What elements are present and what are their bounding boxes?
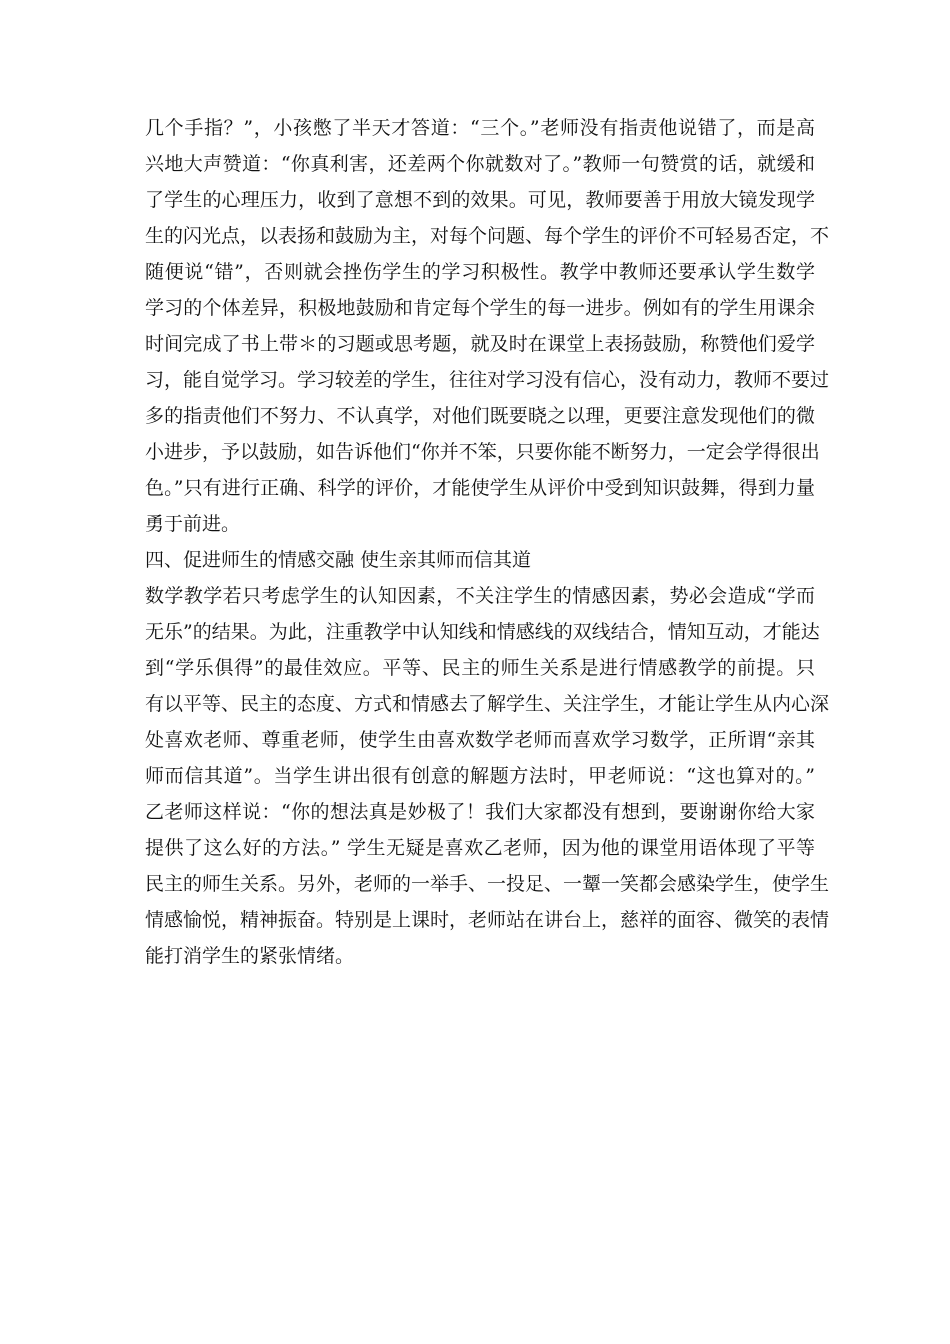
text-line: 小进步，予以鼓励，如告诉他们“你并不笨，只要你能不断努力，一定会学得很出	[145, 441, 820, 463]
text-line: 处喜欢老师、尊重老师，使学生由喜欢数学老师而喜欢学习数学，正所谓“亲其	[145, 729, 815, 751]
text-line: 多的指责他们不努力、不认真学，对他们既要晓之以理，更要注意发现他们的微	[145, 405, 815, 427]
paragraph-evaluation	[145, 110, 830, 542]
text-line: 无乐”的结果。为此，注重教学中认知线和情感线的双线结合，情知互动，才能达	[145, 621, 820, 643]
document-body	[145, 110, 830, 974]
text-line: 色。”只有进行正确、科学的评价，才能使学生从评价中受到知识鼓舞，得到力量	[145, 477, 815, 499]
text-line: 时间完成了书上带＊的习题或思考题，就及时在课堂上表扬鼓励，称赞他们爱学	[145, 333, 815, 355]
text-line: 学习的个体差异，积极地鼓励和肯定每个学生的每一进步。例如有的学生用课余	[145, 297, 815, 319]
text-line: 民主的师生关系。另外，老师的一举手、一投足、一颦一笑都会感染学生，使学生	[145, 873, 830, 895]
text-line: 师而信其道”。当学生讲出很有创意的解题方法时，甲老师说：“这也算对的。”	[145, 765, 815, 787]
text-line: 有以平等、民主的态度、方式和情感去了解学生、关注学生，才能让学生从内心深	[145, 693, 830, 715]
text-line: 情感愉悦，精神振奋。特别是上课时，老师站在讲台上，慈祥的面容、微笑的表情	[145, 909, 830, 931]
text-line: 生的闪光点，以表扬和鼓励为主，对每个问题、每个学生的评价不可轻易否定，不	[145, 225, 830, 247]
text-line: 数学教学若只考虑学生的认知因素，不关注学生的情感因素，势必会造成“学而	[145, 585, 815, 607]
text-line: 乙老师这样说：“你的想法真是妙极了！我们大家都没有想到，要谢谢你给大家	[145, 801, 815, 823]
text-line: 勇于前进。	[145, 513, 241, 535]
text-line: 兴地大声赞道：“你真利害，还差两个你就数对了。”教师一句赞赏的话，就缓和	[145, 153, 815, 175]
text-line: 习，能自觉学习。学习较差的学生，往往对学习没有信心，没有动力，教师不要过	[145, 369, 830, 391]
text-line: 提供了这么好的方法。” 学生无疑是喜欢乙老师，因为他的课堂用语体现了平等	[145, 837, 815, 859]
text-line: 能打消学生的紧张情绪。	[145, 945, 355, 967]
text-line: 了学生的心理压力，收到了意想不到的效果。可见，教师要善于用放大镜发现学	[145, 189, 815, 211]
text-line: 随便说“错”，否则就会挫伤学生的学习积极性。教学中教师还要承认学生数学	[145, 261, 815, 283]
text-line: 几个手指？”，小孩憋了半天才答道：“三个。”老师没有指责他说错了，而是高	[145, 117, 815, 139]
text-line: 到“学乐俱得”的最佳效应。平等、民主的师生关系是进行情感教学的前提。只	[145, 657, 815, 679]
section-heading: 四、促进师生的情感交融 使生亲其师而信其道	[145, 549, 532, 571]
paragraph-emotion	[145, 578, 830, 974]
